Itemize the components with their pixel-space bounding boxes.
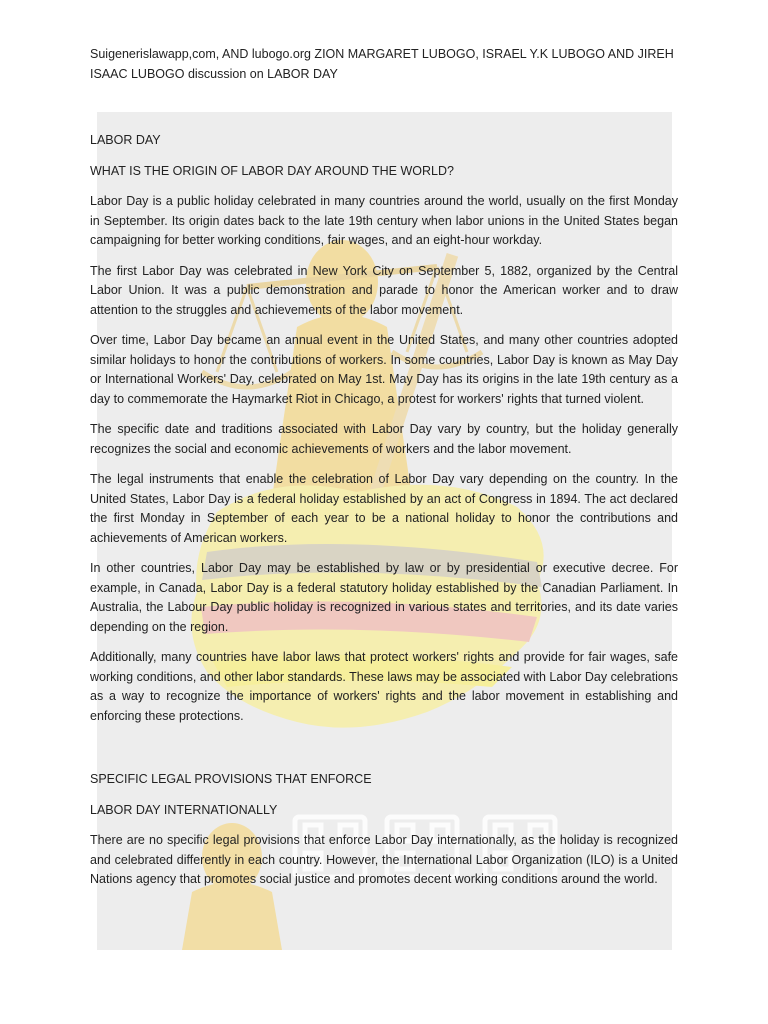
paragraph-6: In other countries, Labor Day may be established by law or by presidential or executive decree. For example, in Canada, Labor Day is a federal statutory holiday established by the Canadian Parliament. In Australia, the Labour Day public holiday is recognized in various states and territories, and its date varies depending on the region. (90, 561, 678, 634)
paragraph-5: The legal instruments that enable the celebration of Labor Day vary depending on the country. In the United States, Labor Day is a federal holiday established by an act of Congress in 1894. The act declared the first Monday in September of each year to be a national holiday to honor the contributions and achievements of American workers. (90, 472, 678, 545)
document-header (90, 44, 690, 84)
section-heading-line-1: SPECIFIC LEGAL PROVISIONS THAT ENFORCE (90, 772, 372, 786)
paragraph-1: Labor Day is a public holiday celebrated in many countries around the world, usually on the first Monday in September. Its origin dates back to the late 19th century when labor unions in the United States began campaigning for better working conditions, fair wages, and an eight-hour workday. (90, 194, 678, 247)
document-title: LABOR DAY (90, 133, 161, 147)
paragraph-3: Over time, Labor Day became an annual event in the United States, and many other countries adopted similar holidays to honor the contributions of workers. In some countries, Labor Day is known as May Day or International Workers' Day, celebrated on May 1st. May Day has its origins in the late 19th century as a day to commemorate the Haymarket Riot in Chicago, a protest for workers' rights that turned violent. (90, 333, 678, 406)
section-heading-line-2: LABOR DAY INTERNATIONALLY (90, 802, 278, 817)
paragraph-4: The specific date and traditions associated with Labor Day vary by country, but the holiday generally recognizes the social and economic achievements of workers and the labor movement. (90, 422, 678, 456)
paragraph-2: The first Labor Day was celebrated in New York City on September 5, 1882, organized by the Central Labor Union. It was a public demonstration and parade to honor the American worker and to draw attention to the struggles and achievements of the labor movement. (90, 263, 678, 317)
header-line-1: Suigenerislawapp,com, AND lubogo.org ZION MARGARET LUBOGO, ISRAEL Y.K LUBOGO AND JIREH (90, 47, 674, 61)
header-line-2: ISAAC LUBOGO discussion on LABOR DAY (90, 67, 338, 81)
document-body (90, 131, 678, 901)
origin-question-heading: WHAT IS THE ORIGIN OF LABOR DAY AROUND THE WORLD? (90, 163, 454, 178)
closing-paragraph: There are no specific legal provisions that enforce Labor Day internationally, as the holiday is recognized and celebrated differently in each country. However, the International Labor Organization (ILO) is a United Nations agency that promotes social justice and promotes decent working conditions around the world. (90, 833, 678, 886)
paragraph-7: Additionally, many countries have labor laws that protect workers' rights and provide for fair wages, safe working conditions, and other labor standards. These laws may be associated with Labor Day celebrations as a way to recognize the importance of workers' rights and the labor movement in establishing and enforcing these protections. (90, 650, 678, 723)
